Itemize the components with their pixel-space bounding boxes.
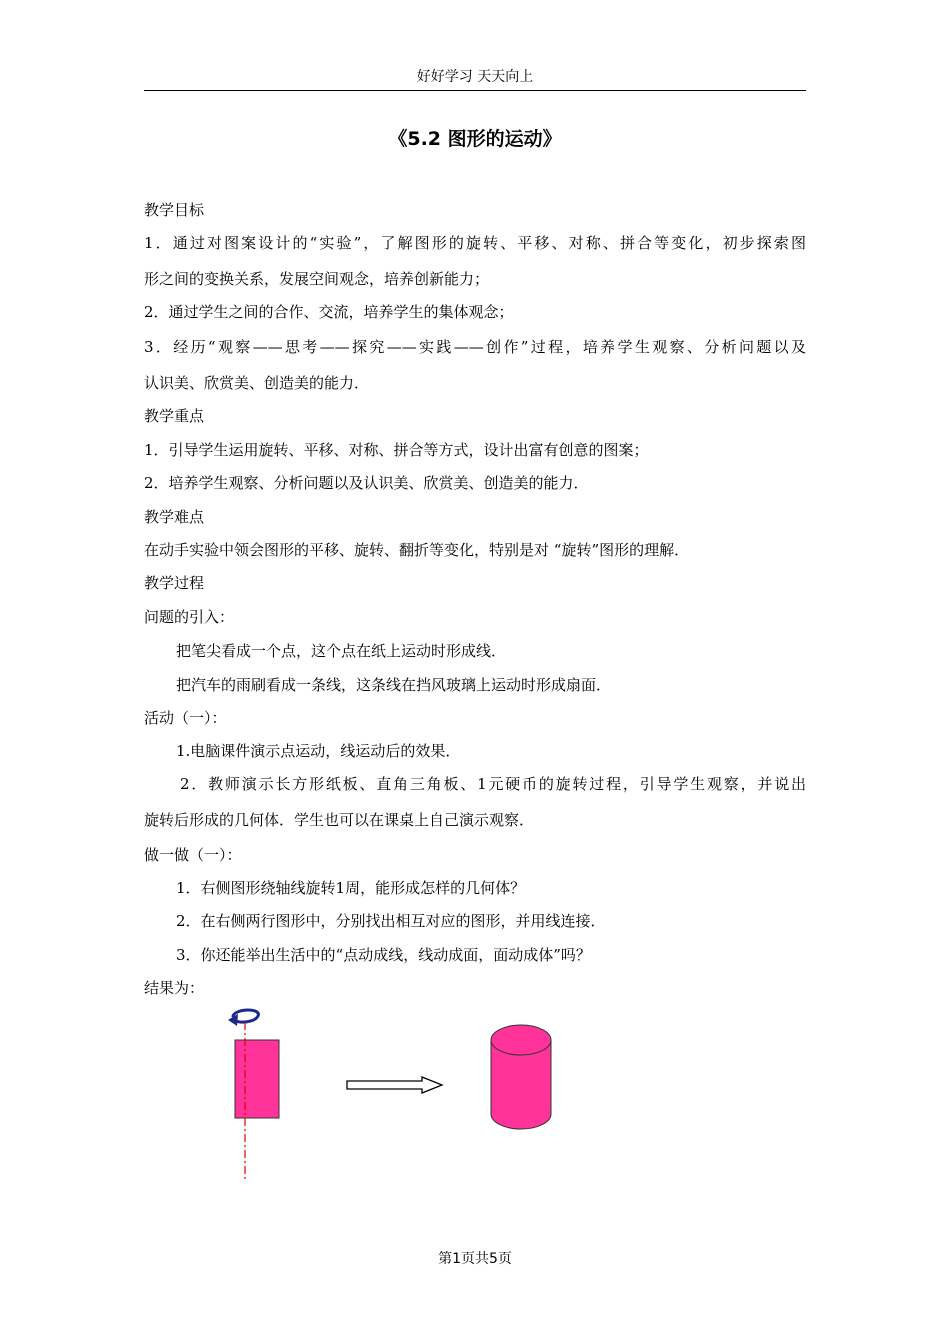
key-point-1: 1．引导学生运用旋转、平移、对称、拼合等方式，设计出富有创意的图案； <box>144 441 649 459</box>
page-footer: 第1页共5页 <box>438 1251 512 1267</box>
rectangle-shape <box>235 1040 279 1118</box>
difficulty-heading: 教学难点 <box>144 508 205 526</box>
cylinder-shape <box>491 1025 551 1129</box>
difficulty-1: 在动手实验中领会图形的平移、旋转、翻折等变化，特别是对 “旋转”图形的理解． <box>144 541 690 559</box>
result-heading: 结果为： <box>144 979 205 997</box>
goals-heading: 教学目标 <box>144 201 205 219</box>
activity-1: 1.电脑课件演示点运动，线运动后的效果． <box>176 742 461 760</box>
goal-1-line-2: 形之间的变换关系，发展空间观念，培养创新能力； <box>144 270 490 288</box>
intro-1: 把笔尖看成一个点，这个点在纸上运动时形成线． <box>176 642 507 660</box>
intro-heading: 问题的引入： <box>144 608 235 626</box>
key-point-2: 2．培养学生观察、分析问题以及认识美、欣赏美、创造美的能力． <box>144 474 589 492</box>
rotation-figure <box>200 1000 580 1190</box>
page-header: 好好学习 天天向上 <box>144 66 806 91</box>
rotation-arrow-icon <box>228 1010 258 1026</box>
key-points-heading: 教学重点 <box>144 407 205 425</box>
goal-3-line-2: 认识美、欣赏美、创造美的能力． <box>144 374 370 392</box>
intro-2: 把汽车的雨刷看成一条线，这条线在挡风玻璃上运动时形成扇面． <box>176 676 612 694</box>
goal-2: 2．通过学生之间的合作、交流，培养学生的集体观念； <box>144 303 514 321</box>
goal-1-line-1: 1．通过对图案设计的“实验”，了解图形的旋转、平移、对称、拼合等变化，初步探索图 <box>144 234 806 252</box>
exercise-3: 3．你还能举出生活中的“点动成线，线动成面，面动成体”吗？ <box>176 946 591 964</box>
transform-arrow-icon <box>347 1077 442 1093</box>
document-title: 《5.2 图形的运动》 <box>388 128 562 150</box>
process-heading: 教学过程 <box>144 574 205 592</box>
exercise-1: 1．右侧图形绕轴线旋转1周，能形成怎样的几何体？ <box>176 879 526 897</box>
exercise-heading: 做一做（一）： <box>144 846 242 864</box>
activity-2-line-2: 旋转后形成的几何体．学生也可以在课桌上自己演示观察． <box>144 811 535 829</box>
exercise-2: 2．在右侧两行图形中，分别找出相互对应的图形，并用线连接． <box>176 912 606 930</box>
activity-2-line-1: 2．教师演示长方形纸板、直角三角板、1元硬币的旋转过程，引导学生观察，并说出 <box>180 775 806 793</box>
goal-3-line-1: 3．经历“观察——思考——探究——实践——创作”过程，培养学生观察、分析问题以及 <box>144 338 806 356</box>
activity-heading: 活动（一）： <box>144 709 227 727</box>
